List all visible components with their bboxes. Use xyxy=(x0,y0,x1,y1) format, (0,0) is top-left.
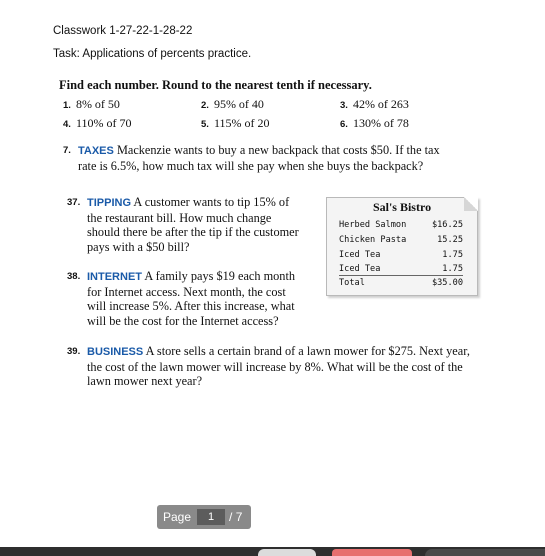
exercise-item: 6. 130% of 78 xyxy=(340,116,409,130)
exercise-item: 4. 110% of 70 xyxy=(63,116,132,130)
task-description: Task: Applications of percents practice. xyxy=(53,48,252,60)
receipt-row: Chicken Pasta 15.25 xyxy=(339,235,463,245)
problem-38: 38. INTERNET A family pays $19 each month for Internet access. Next month, the cost will increase 5%. After this increase, what will be the cost for the Internet access? xyxy=(67,269,296,328)
receipt-title: Sal's Bistro xyxy=(372,200,432,214)
receipt-row: Iced Tea 1.75 xyxy=(339,250,463,260)
document-title: Classwork 1-27-22-1-28-22 xyxy=(53,25,193,37)
receipt-total-row: Total $35.00 xyxy=(339,278,463,288)
instructions: Find each number. Round to the nearest tenth if necessary. xyxy=(59,78,372,92)
exercise-item: 2. 95% of 40 xyxy=(201,97,264,111)
exercise-item: 1. 8% of 50 xyxy=(63,97,120,111)
page-label: Page xyxy=(163,510,192,524)
exercise-item: 3. 42% of 263 xyxy=(340,97,409,111)
exercise-item: 5. 115% of 20 xyxy=(201,116,270,130)
page-navigator xyxy=(157,505,251,529)
receipt-divider xyxy=(339,275,463,276)
receipt-row: Iced Tea 1.75 xyxy=(339,264,463,274)
receipt-row: Herbed Salmon $16.25 xyxy=(339,220,463,230)
page-number-input[interactable]: 1 xyxy=(197,509,225,525)
toolbar-tab[interactable] xyxy=(258,549,316,556)
toolbar-button[interactable] xyxy=(332,549,412,556)
problem-37: 37. TIPPING A customer wants to tip 15% of the restaurant bill. How much change should there be after the tip if the customer pays with a $50 bill? xyxy=(67,195,299,254)
problem-39: 39. BUSINESS A store sells a certain brand of a lawn mower for $275. Next year, the cost of the lawn mower will increase by 8%. What will be the cost of the lawn mower next year? xyxy=(67,344,470,388)
receipt xyxy=(326,197,478,296)
page-total: / 7 xyxy=(229,510,243,524)
toolbar-tab[interactable] xyxy=(425,549,545,556)
problem-7: 7. TAXES Mackenzie wants to buy a new backpack that costs $50. If the tax rate is 6.5%, how much tax will she pay when she buys the backpack? xyxy=(63,143,440,173)
